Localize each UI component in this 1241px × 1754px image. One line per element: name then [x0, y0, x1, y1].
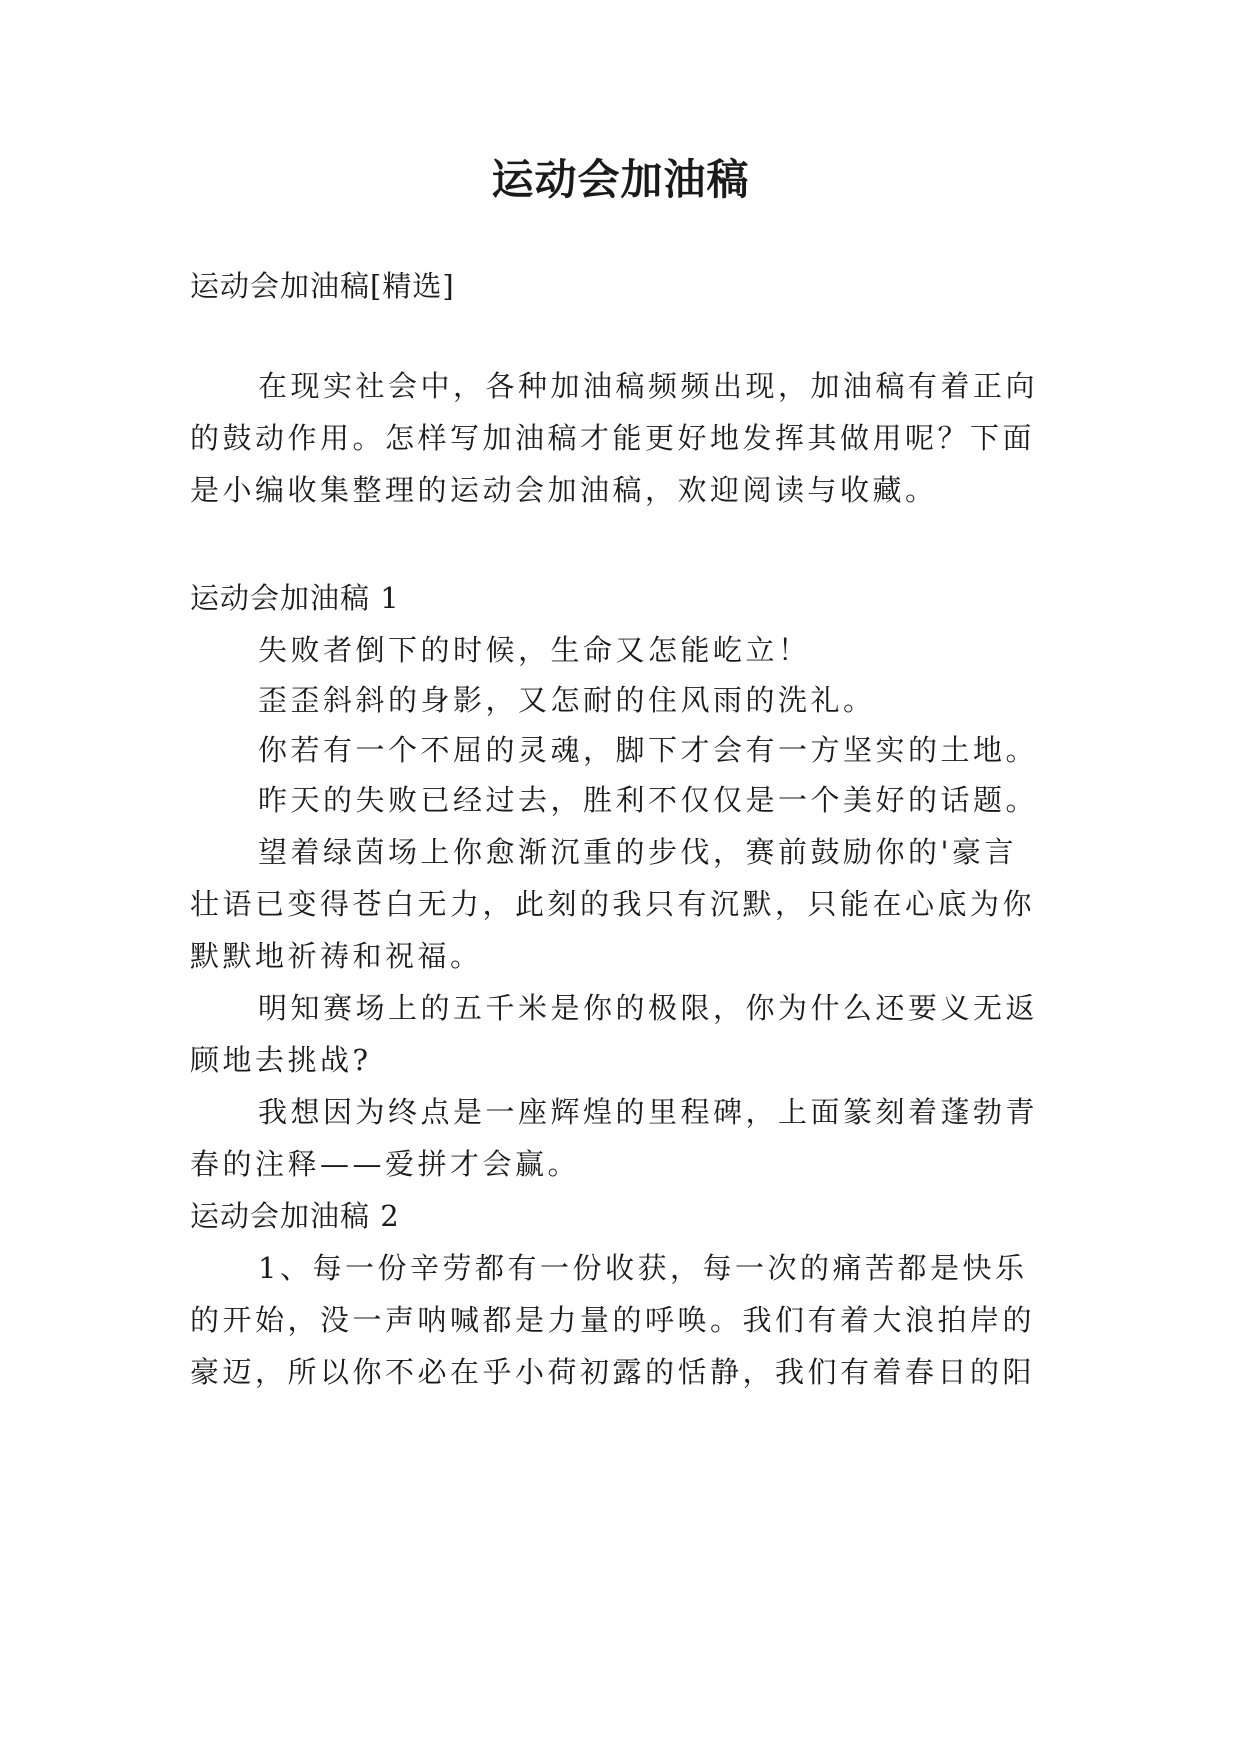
- intro-line: 在现实社会中，各种加油稿频频出现，加油稿有着正向: [258, 369, 1039, 403]
- section1-line: 失败者倒下的时候，生命又怎能屹立！: [258, 633, 811, 667]
- section2-line: 1、每一份辛劳都有一份收获，每一次的痛苦都是快乐: [258, 1251, 1028, 1285]
- document-subtitle: 运动会加油稿[精选]: [190, 269, 455, 303]
- section1-line: 春的注释——爱拼才会赢。: [190, 1147, 581, 1181]
- section1-line: 你若有一个不屈的灵魂，脚下才会有一方坚实的土地。: [258, 733, 1039, 767]
- section-heading-2: 运动会加油稿 2: [190, 1199, 400, 1233]
- section2-line: 豪迈，所以你不必在乎小荷初露的恬静，我们有着春日的阳: [190, 1355, 1036, 1389]
- intro-line: 的鼓动作用。怎样写加油稿才能更好地发挥其做用呢？下面: [190, 421, 1036, 455]
- section1-line: 昨天的失败已经过去，胜利不仅仅是一个美好的话题。: [258, 783, 1039, 817]
- section1-line: 望着绿茵场上你愈渐沉重的步伐，赛前鼓励你的'豪言: [258, 835, 1017, 869]
- section1-line: 默默地祈祷和祝福。: [190, 939, 483, 973]
- section1-line: 明知赛场上的五千米是你的极限，你为什么还要义无返: [258, 991, 1039, 1025]
- section1-line: 壮语已变得苍白无力，此刻的我只有沉默，只能在心底为你: [190, 887, 1036, 921]
- section2-line: 的开始，没一声呐喊都是力量的呼唤。我们有着大浪拍岸的: [190, 1303, 1036, 1337]
- document-title: 运动会加油稿: [491, 155, 750, 204]
- section-heading-1: 运动会加油稿 1: [190, 581, 400, 615]
- intro-line: 是小编收集整理的运动会加油稿，欢迎阅读与收藏。: [190, 473, 938, 507]
- section1-line: 歪歪斜斜的身影，又怎耐的住风雨的洗礼。: [258, 683, 876, 717]
- section1-line: 顾地去挑战?: [190, 1043, 372, 1077]
- section1-line: 我想因为终点是一座辉煌的里程碑，上面篆刻着蓬勃青: [258, 1095, 1039, 1129]
